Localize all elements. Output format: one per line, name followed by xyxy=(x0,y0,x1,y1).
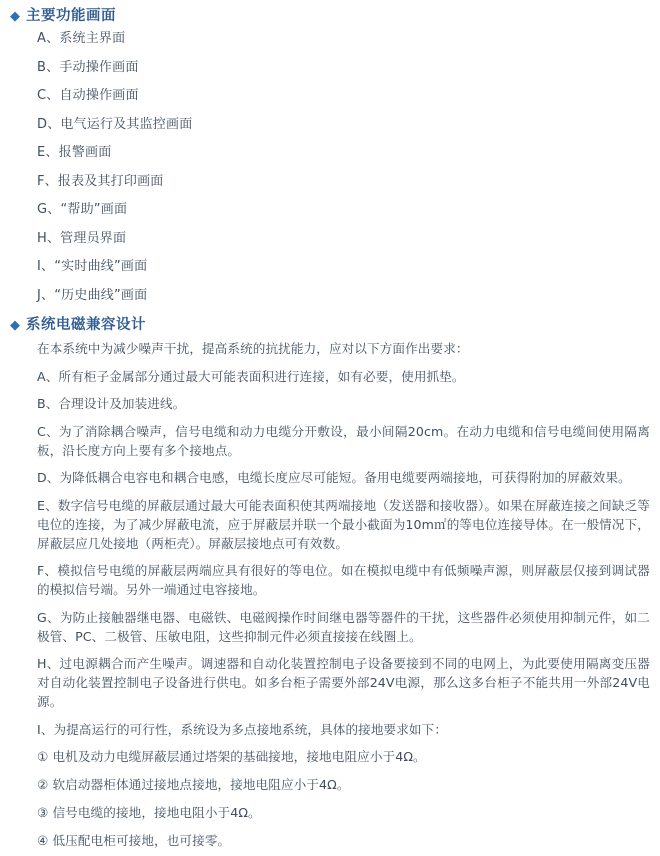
section-title: 系统电磁兼容设计 xyxy=(26,317,146,333)
list-item: F、报表及其打印画面 xyxy=(37,173,164,189)
list-item: D、电气运行及其监控画面 xyxy=(37,116,193,132)
diamond-bullet-icon: ◆ xyxy=(10,8,20,24)
paragraph: D、为降低耦合电容电和耦合电感，电缆长度应尽可能短。备用电缆要两端接地，可获得附加的屏蔽效果。 xyxy=(37,470,631,485)
emc-design-body xyxy=(10,339,650,850)
list-item: I、“实时曲线”画面 xyxy=(37,259,148,274)
list-item: A、系统主界面 xyxy=(37,31,126,46)
diamond-bullet-icon: ◆ xyxy=(10,317,20,333)
paragraph: ② 软启动器柜体通过接地点接地，接地电阻应小于4Ω。 xyxy=(37,777,350,792)
paragraph: G、为防止接触器继电器、电磁铁、电磁阀操作时间继电器等器件的干扰，这些器件必须使用抑制元件，如二极管、PC、二极管、压敏电阻，这些抑制元件必须直接接在线圈上。 xyxy=(37,609,650,644)
section-title: 主要功能画面 xyxy=(26,8,116,24)
list-item: E、报警画面 xyxy=(37,145,112,160)
paragraph: A、所有柜子金属部分通过最大可能表面积进行连接，如有必要，使用抓垫。 xyxy=(37,368,465,384)
list-item: J、“历史曲线”画面 xyxy=(37,287,148,303)
paragraph: 在本系统中为减少噪声干扰，提高系统的抗扰能力，应对以下方面作出要求： xyxy=(37,341,469,356)
paragraph: F、模拟信号电缆的屏蔽层两端应具有很好的等电位。如在模拟电缆中有低频噪声源，则屏蔽层仅接到调试器的模拟信号端。另外一端通过电容接地。 xyxy=(37,563,650,597)
paragraph: E、数字信号电缆的屏蔽层通过最大可能表面积使其两端接地（发送器和接收器）。如果在屏蔽连接之间缺乏等电位的连接，为了减少屏蔽电流，应于屏蔽层并联一个最小截面为10m㎡的等电位连接导体。在一般情况下，屏蔽层应几处接地（两柜壳）。屏蔽层接地点可有效数。 xyxy=(37,497,650,551)
list-item: G、“帮助”画面 xyxy=(37,202,128,217)
main-screens-list xyxy=(10,30,650,304)
paragraph: ① 电机及动力电缆屏蔽层通过塔架的基础接地，接地电阻应小于4Ω。 xyxy=(37,749,426,764)
paragraph: ③ 信号电缆的接地，接地电阻小于4Ω。 xyxy=(37,805,261,820)
paragraph: B、合理设计及加装进线。 xyxy=(37,396,186,411)
paragraph: C、为了消除耦合噪声，信号电缆和动力电缆分开敷设，最小间隔20cm。在动力电缆和信号电缆间使用隔离板，沿长度方向上要有多个接地点。 xyxy=(37,423,650,458)
paragraph: H、过电源耦合而产生噪声。调速器和自动化装置控制电子设备要接到不同的电网上，为此要使用隔离变压器对自动化装置控制电子设备进行供电。如多台柜子需要外部24V电源，那么这多台柜子不能共用一外部24V电源。 xyxy=(37,656,650,709)
section-heading-main-screens xyxy=(10,6,650,26)
list-item: B、手动操作画面 xyxy=(37,59,139,75)
section-heading-emc-design xyxy=(10,315,650,335)
paragraph: ④ 低压配电柜可接地，也可接零。 xyxy=(37,833,231,848)
list-item: H、管理员界面 xyxy=(37,230,127,246)
paragraph: I、为提高运行的可行性，系统设为多点接地系统，具体的接地要求如下： xyxy=(37,721,448,737)
list-item: C、自动操作画面 xyxy=(37,88,139,103)
